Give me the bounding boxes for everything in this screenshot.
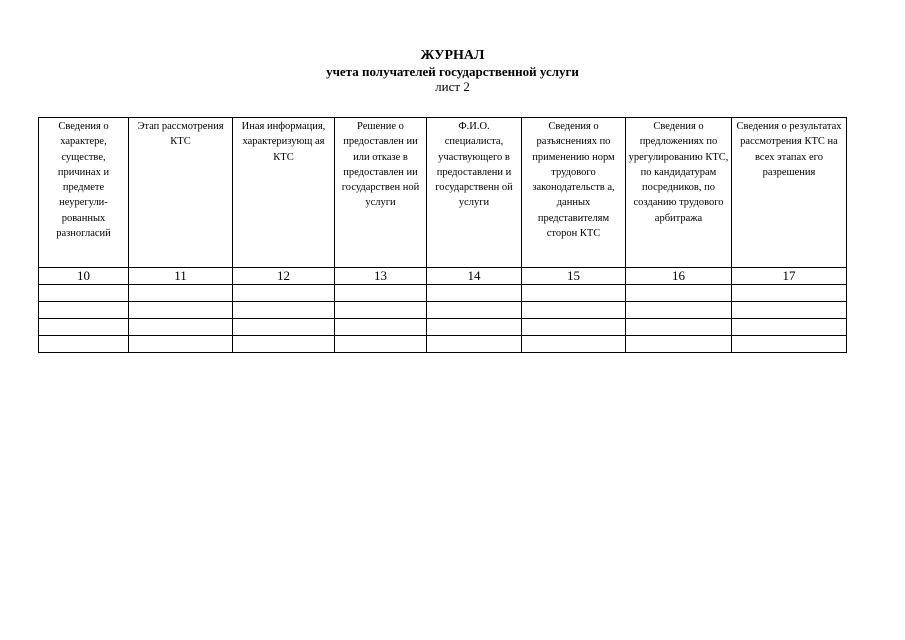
empty-cell — [427, 336, 522, 353]
empty-cell — [732, 319, 847, 336]
empty-cell — [626, 285, 732, 302]
column-number: 15 — [522, 268, 626, 285]
empty-cell — [626, 336, 732, 353]
column-header-label: Иная информация, характеризующ ая КТС — [241, 121, 326, 163]
empty-cell — [129, 285, 233, 302]
empty-cell — [626, 302, 732, 319]
column-header-13 — [335, 118, 427, 268]
empty-cell — [129, 319, 233, 336]
empty-cell — [39, 285, 129, 302]
column-header-label: Этап рассмотрения КТС — [137, 121, 224, 148]
empty-cell — [427, 285, 522, 302]
empty-cell — [233, 302, 335, 319]
column-header-15 — [522, 118, 626, 268]
empty-cell — [335, 285, 427, 302]
sheet-label: лист 2 — [435, 79, 470, 94]
empty-cell — [335, 336, 427, 353]
document-subtitle: учета получателей государственной услуги — [326, 64, 579, 79]
journal-table — [38, 117, 847, 353]
column-header-16 — [626, 118, 732, 268]
column-number: 13 — [335, 268, 427, 285]
column-header-11 — [129, 118, 233, 268]
empty-cell — [129, 302, 233, 319]
empty-cell — [522, 285, 626, 302]
column-header-label: Сведения о характере, существе, причинах и предмете неурегули-рованных разногласий — [56, 121, 111, 240]
empty-cell — [39, 319, 129, 336]
empty-cell — [522, 336, 626, 353]
table-row — [39, 285, 847, 302]
empty-cell — [732, 285, 847, 302]
empty-cell — [39, 302, 129, 319]
empty-cell — [335, 319, 427, 336]
column-header-label: Сведения о предложениях по урегулированию КТС, по кандидатурам посредников, по созданию трудового арбитража — [628, 121, 729, 224]
empty-cell — [732, 302, 847, 319]
empty-cell — [233, 285, 335, 302]
empty-cell — [522, 319, 626, 336]
column-header-17 — [732, 118, 847, 268]
column-header-label: Сведения о разъяснениях по применению норм трудового законодательств а, данных представителям сторон КТС — [532, 121, 615, 240]
empty-cell — [129, 336, 233, 353]
column-header-14 — [427, 118, 522, 268]
document-title: ЖУРНАЛ — [420, 48, 485, 63]
column-header-label: Решение о предоставлен ии или отказе в предоставлен ии государствен ной услуги — [341, 121, 420, 209]
empty-cell — [233, 319, 335, 336]
column-number: 10 — [39, 268, 129, 285]
column-number: 11 — [129, 268, 233, 285]
column-header-label: Сведения о результатах рассмотрения КТС на всех этапах его разрешения — [736, 121, 842, 178]
column-header-label: Ф.И.О. специалиста, участвующего в предоставлени и государственн ой услуги — [435, 121, 513, 209]
empty-cell — [335, 302, 427, 319]
empty-cell — [39, 336, 129, 353]
header-row — [39, 118, 847, 268]
empty-cell — [732, 336, 847, 353]
table-row — [39, 302, 847, 319]
table-row — [39, 336, 847, 353]
column-number: 14 — [427, 268, 522, 285]
column-header-10 — [39, 118, 129, 268]
table-row — [39, 319, 847, 336]
empty-cell — [233, 336, 335, 353]
empty-cell — [626, 319, 732, 336]
empty-cell — [427, 302, 522, 319]
column-number: 16 — [626, 268, 732, 285]
document-header — [0, 48, 905, 94]
column-number-row — [39, 268, 847, 285]
column-number: 17 — [732, 268, 847, 285]
empty-cell — [427, 319, 522, 336]
column-number: 12 — [233, 268, 335, 285]
column-header-12 — [233, 118, 335, 268]
empty-cell — [522, 302, 626, 319]
